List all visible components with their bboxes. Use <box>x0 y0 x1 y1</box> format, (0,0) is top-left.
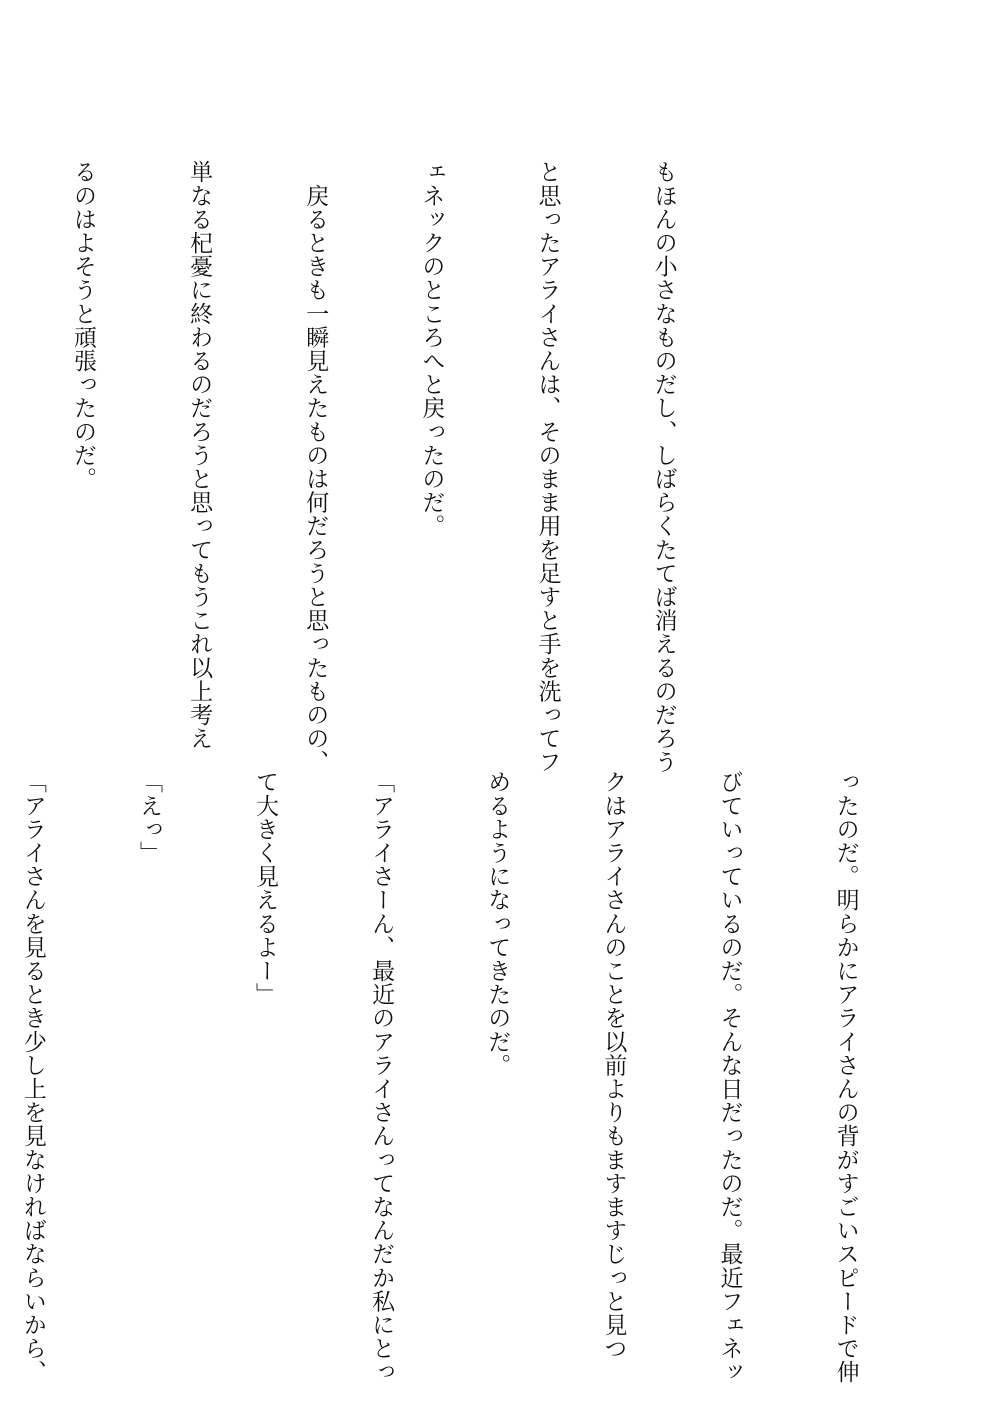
text-line: るのはよそうと頑張ったのだ。 <box>70 160 97 491</box>
text-line: 「アライさんを見るとき少し上を見なければならいから、 <box>19 770 46 1384</box>
text-line: 戻るときも一瞬見えたものは何だろうと思ったものの、 <box>302 160 329 774</box>
text-line: ったのだ。明らかにアライさんの背がすごいスピードで伸 <box>832 770 859 1384</box>
text-block-bottom <box>19 770 942 1384</box>
text-line: びていっているのだ。そんな日だったのだ。最近フェネッ <box>716 770 743 1384</box>
text-block-top <box>70 160 760 774</box>
text-line: めるようになってきたのだ。 <box>484 770 511 1077</box>
text-line: 「アライさーん、最近のアライさんってなんだか私にとっ <box>368 770 395 1384</box>
text-line: 「えっ」 <box>135 770 162 865</box>
text-line: もほんの小さなものだし、しばらくたてば消えるのだろう <box>650 160 677 774</box>
text-line: ェネックのところへと戻ったのだ。 <box>418 160 445 538</box>
text-line: て大きく見えるよー」 <box>252 770 279 1006</box>
text-line: 単なる杞憂に終わるのだろうと思ってもうこれ以上考え <box>186 160 213 750</box>
text-line: クはアライさんのことを以前よりもますますじっと見つ <box>600 770 627 1360</box>
text-line: と思ったアライさんは、そのまま用を足すと手を洗ってフ <box>534 160 561 774</box>
